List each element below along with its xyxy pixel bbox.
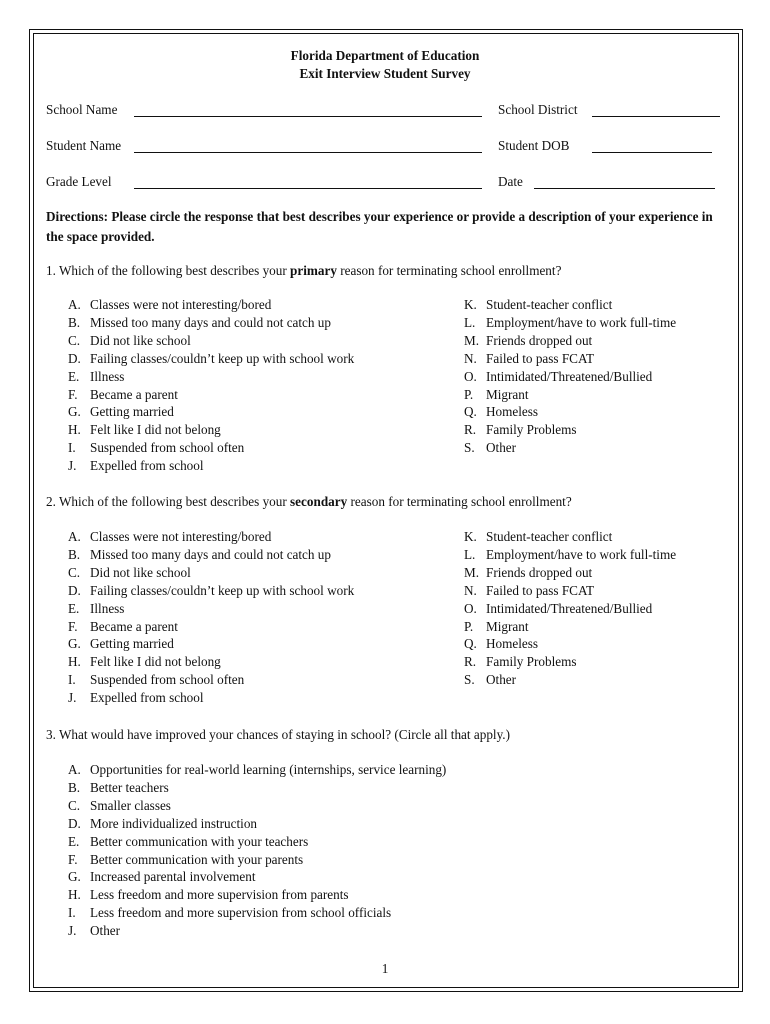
option-letter: S. — [464, 672, 475, 688]
option-text: Less freedom and more supervision from parents — [90, 887, 349, 903]
answer-option[interactable] — [68, 887, 349, 903]
answer-option[interactable] — [464, 404, 538, 420]
option-letter: D. — [68, 582, 81, 598]
option-text: Failing classes/couldn’t keep up with school work — [90, 350, 355, 366]
option-text: Getting married — [90, 404, 174, 420]
student-name-label: Student Name — [46, 138, 122, 153]
option-text: Expelled from school — [90, 458, 204, 474]
answer-option[interactable] — [464, 422, 576, 438]
answer-option[interactable] — [68, 404, 174, 420]
option-letter: G. — [68, 404, 81, 420]
option-letter: E. — [68, 600, 80, 616]
answer-option[interactable] — [68, 762, 446, 778]
answer-option[interactable] — [68, 351, 354, 367]
option-text: Missed too many days and could not catch up — [90, 314, 331, 330]
option-letter: F. — [68, 851, 78, 867]
option-text: Other — [486, 672, 517, 688]
option-text: Became a parent — [90, 618, 178, 634]
option-text: Illness — [90, 600, 125, 616]
option-letter: A. — [68, 529, 81, 544]
option-text: Migrant — [486, 618, 529, 634]
option-letter: I. — [68, 440, 76, 456]
option-text: Felt like I did not belong — [90, 422, 221, 438]
option-text: Classes were not interesting/bored — [90, 297, 272, 312]
option-text: Did not like school — [90, 332, 191, 348]
answer-option[interactable] — [68, 636, 174, 652]
question-1-text-end: reason for terminating school enrollment? — [336, 263, 562, 278]
answer-option[interactable] — [68, 297, 271, 313]
option-letter: C. — [68, 564, 81, 580]
option-letter: B. — [68, 779, 81, 795]
option-letter: H. — [68, 887, 81, 903]
answer-option[interactable] — [68, 690, 204, 706]
answer-option[interactable] — [464, 387, 529, 403]
option-text: Expelled from school — [90, 690, 204, 706]
option-text: Intimidated/Threatened/Bullied — [486, 368, 653, 384]
answer-option[interactable] — [68, 601, 124, 617]
option-letter: R. — [464, 654, 477, 670]
option-letter: G. — [68, 869, 81, 885]
school-name-label: School Name — [46, 102, 118, 117]
option-letter: Q. — [464, 404, 477, 420]
option-letter: B. — [68, 546, 81, 562]
form-agency-title: Florida Department of Education — [290, 48, 480, 63]
option-letter: M. — [464, 564, 480, 580]
answer-option[interactable] — [68, 369, 124, 385]
school-district-field[interactable] — [592, 116, 720, 117]
answer-option[interactable] — [464, 547, 676, 563]
option-text: Opportunities for real-world learning (internships, service learning) — [90, 762, 447, 777]
option-text: Suspended from school often — [90, 440, 245, 456]
option-letter: S. — [464, 440, 475, 456]
option-text: Other — [486, 440, 517, 456]
option-letter: N. — [464, 350, 477, 366]
option-letter: L. — [464, 546, 476, 562]
option-letter: D. — [68, 815, 81, 831]
answer-option[interactable] — [68, 798, 171, 814]
option-text: Family Problems — [486, 422, 577, 438]
date-field[interactable] — [534, 188, 715, 189]
question-2-text-end: reason for terminating school enrollment? — [347, 494, 572, 509]
answer-option[interactable] — [464, 619, 529, 635]
option-letter: P. — [464, 618, 474, 634]
answer-option[interactable] — [464, 529, 612, 545]
option-text: Homeless — [486, 404, 539, 420]
option-text: Friends dropped out — [486, 564, 593, 580]
option-text: Failing classes/couldn’t keep up with school work — [90, 582, 355, 598]
answer-option[interactable] — [68, 583, 354, 599]
option-letter: C. — [68, 797, 81, 813]
option-letter: F. — [68, 386, 78, 402]
option-text: Friends dropped out — [486, 332, 593, 348]
option-letter: Q. — [464, 636, 477, 652]
answer-option[interactable] — [464, 565, 592, 581]
option-letter: K. — [464, 529, 477, 544]
option-letter: E. — [68, 833, 80, 849]
option-letter: J. — [68, 458, 77, 474]
answer-option[interactable] — [68, 422, 221, 438]
date-label: Date — [498, 174, 523, 189]
answer-option[interactable] — [464, 654, 576, 670]
option-letter: A. — [68, 762, 81, 777]
option-letter: K. — [464, 297, 477, 312]
option-letter: R. — [464, 422, 477, 438]
answer-option[interactable] — [68, 440, 244, 456]
option-text: Employment/have to work full-time — [486, 546, 677, 562]
answer-option[interactable] — [68, 619, 178, 635]
option-text: Suspended from school often — [90, 672, 245, 688]
option-letter: F. — [68, 618, 78, 634]
option-letter: D. — [68, 350, 81, 366]
answer-option[interactable] — [464, 351, 594, 367]
option-letter: B. — [68, 314, 81, 330]
option-text: Became a parent — [90, 386, 178, 402]
school-district-label: School District — [498, 102, 578, 117]
question-3: 3. What would have improved your chances of staying in school? (Circle all that apply.) — [46, 727, 510, 742]
option-letter: P. — [464, 386, 474, 402]
option-text: More individualized instruction — [90, 815, 258, 831]
answer-option[interactable] — [464, 636, 538, 652]
question-2-text-start: 2. Which of the following best describes your — [46, 494, 291, 509]
answer-option[interactable] — [68, 547, 331, 563]
answer-option[interactable] — [68, 816, 257, 832]
question-1-text-start: 1. Which of the following best describes your — [46, 263, 291, 278]
option-text: Better communication with your teachers — [90, 833, 309, 849]
grade-level-field[interactable] — [134, 188, 482, 189]
option-letter: O. — [464, 368, 477, 384]
question-2-emphasis: secondary — [290, 494, 348, 509]
page-number: 1 — [381, 961, 389, 976]
answer-option[interactable] — [68, 315, 331, 331]
option-text: Less freedom and more supervision from school officials — [90, 905, 392, 921]
option-text: Smaller classes — [90, 797, 171, 813]
question-2 — [46, 494, 572, 510]
answer-option[interactable] — [464, 315, 676, 331]
option-text: Other — [90, 923, 121, 939]
question-1 — [46, 263, 561, 279]
answer-option[interactable] — [68, 905, 391, 921]
answer-option[interactable] — [68, 869, 256, 885]
answer-option[interactable] — [464, 583, 594, 599]
option-letter: O. — [464, 600, 477, 616]
option-text: Better communication with your parents — [90, 851, 304, 867]
answer-option[interactable] — [464, 333, 592, 349]
form-title: Exit Interview Student Survey — [299, 66, 471, 81]
option-text: Employment/have to work full-time — [486, 314, 677, 330]
answer-option[interactable] — [68, 834, 308, 850]
answer-option[interactable] — [68, 780, 169, 796]
option-letter: C. — [68, 332, 81, 348]
answer-option[interactable] — [68, 458, 204, 474]
option-text: Missed too many days and could not catch up — [90, 546, 331, 562]
option-text: Better teachers — [90, 779, 169, 795]
option-text: Illness — [90, 368, 125, 384]
directions-text: Directions: Please circle the response that best describes your experience or provide a description of your experience in the space provided. — [46, 209, 713, 244]
option-letter: L. — [464, 314, 476, 330]
option-letter: I. — [68, 905, 76, 921]
question-1-emphasis: primary — [290, 263, 337, 278]
option-text: Family Problems — [486, 654, 577, 670]
answer-option[interactable] — [68, 672, 244, 688]
option-text: Did not like school — [90, 564, 191, 580]
option-text: Classes were not interesting/bored — [90, 529, 272, 544]
answer-option[interactable] — [68, 529, 271, 545]
option-text: Student-teacher conflict — [486, 529, 613, 544]
answer-option[interactable] — [68, 654, 221, 670]
option-text: Failed to pass FCAT — [486, 350, 595, 366]
answer-option[interactable] — [68, 923, 120, 939]
option-letter: J. — [68, 923, 77, 939]
answer-option[interactable] — [68, 333, 191, 349]
answer-option[interactable] — [464, 297, 612, 313]
answer-option[interactable] — [464, 369, 652, 385]
school-name-field[interactable] — [134, 116, 482, 117]
option-text: Homeless — [486, 636, 539, 652]
option-letter: M. — [464, 332, 480, 348]
option-text: Student-teacher conflict — [486, 297, 613, 312]
student-dob-label: Student DOB — [498, 138, 570, 153]
option-letter: G. — [68, 636, 81, 652]
option-text: Migrant — [486, 386, 529, 402]
option-letter: J. — [68, 690, 77, 706]
answer-option[interactable] — [68, 387, 178, 403]
grade-level-label: Grade Level — [46, 174, 112, 189]
option-letter: H. — [68, 654, 81, 670]
option-letter: N. — [464, 582, 477, 598]
option-letter: E. — [68, 368, 80, 384]
option-letter: H. — [68, 422, 81, 438]
option-text: Felt like I did not belong — [90, 654, 221, 670]
option-letter: A. — [68, 297, 81, 312]
option-text: Increased parental involvement — [90, 869, 256, 885]
option-text: Failed to pass FCAT — [486, 582, 595, 598]
answer-option[interactable] — [464, 672, 516, 688]
option-letter: I. — [68, 672, 76, 688]
student-name-field[interactable] — [134, 152, 482, 153]
option-text: Getting married — [90, 636, 174, 652]
option-text: Intimidated/Threatened/Bullied — [486, 600, 653, 616]
student-dob-field[interactable] — [592, 152, 712, 153]
answer-option[interactable] — [464, 601, 652, 617]
answer-option[interactable] — [464, 440, 516, 456]
answer-option[interactable] — [68, 565, 191, 581]
answer-option[interactable] — [68, 852, 303, 868]
